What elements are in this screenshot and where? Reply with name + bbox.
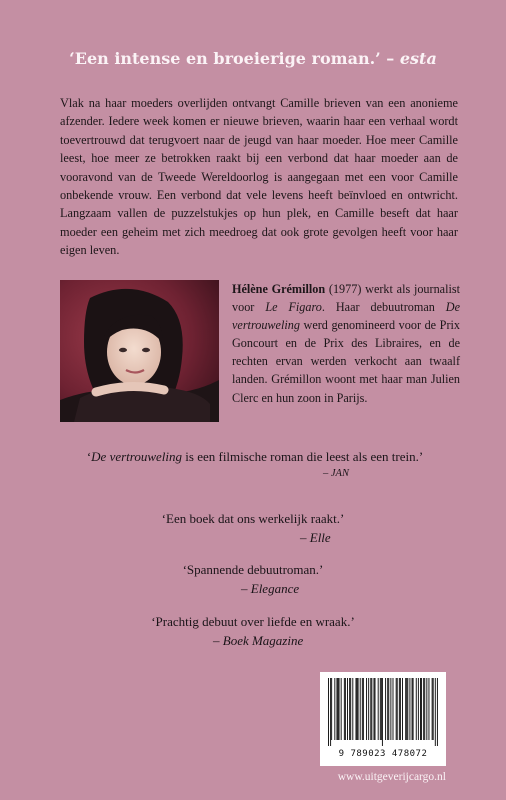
isbn-number: 9 789023 478072 [338,749,428,759]
barcode-bars [328,678,438,746]
author-bio [232,280,460,407]
tagline-dash: – [380,49,400,68]
barcode-bar [437,678,438,746]
review-quote-text [0,449,506,465]
review-source: – Boek Magazine [213,633,304,648]
barcode-bar [426,678,427,740]
review-quote-text: ‘Spannende debuutroman.’ [182,562,324,577]
barcode-bar [334,678,335,740]
barcode-bar [336,678,337,740]
barcode-bar [368,678,369,740]
barcode-bar [347,678,348,740]
barcode-bar [433,678,434,740]
barcode-bar [350,678,351,740]
review-quote-jan [0,449,506,479]
barcode-bar [366,678,367,740]
barcode-bar [373,678,374,740]
review-quote-text: ‘Een boek dat ons werkelijk raakt.’ [161,511,345,526]
barcode-bar [375,678,376,740]
barcode-bar [357,678,358,740]
isbn-barcode [320,672,446,766]
barcode-bar [423,678,424,740]
barcode-bar [362,678,363,740]
barcode-bar [338,678,339,740]
barcode-bar [435,678,436,746]
barcode-bar [420,678,421,740]
barcode-bar [380,678,381,740]
barcode-bar [396,678,397,740]
barcode-bar [428,678,429,740]
barcode-bar [412,678,413,740]
barcode-bar [432,678,433,740]
tagline-text: ‘Een intense en broeierige roman.’ [69,49,381,68]
bio-text-3: werd genomineerd voor de Prix Goncourt en de Prix des Libraires, en de rechten ervan werden verkocht aan twaalf landen. Grémillon woont met haar man Julien Clerc en hun zoon in Parijs. [232,318,460,405]
bio-book-title: De vertrouweling [232,300,461,333]
tagline-source: esta [399,49,437,68]
barcode-bar [397,678,398,740]
review-quote-elle [0,511,506,545]
barcode-bar [388,678,389,740]
author-portrait-image [60,280,219,422]
bio-text-1: (1977) werkt als journalist voor [232,282,460,315]
barcode-bar [356,678,357,740]
bio-paragraph [232,280,460,407]
bio-text-2: . Haar debuutroman [321,300,446,315]
review-source: – Elle [300,530,331,545]
publisher-website[interactable]: www.uitgeverijcargo.nl [337,771,446,783]
barcode-bar [370,678,371,740]
barcode-bar [371,678,372,740]
barcode-bar [358,678,359,740]
quote-book-title: De vertrouweling [91,449,183,464]
barcode-bar [393,678,394,740]
barcode-bar [406,678,407,740]
review-source: – Elegance [241,581,300,596]
barcode-bar [378,678,379,740]
review-source: – JAN [323,468,349,479]
barcode-bar [382,678,383,746]
barcode-bar [409,678,410,740]
barcode-bar [400,678,401,740]
review-quote-elegance [0,562,506,596]
barcode-bar [390,678,391,740]
barcode-bar [416,678,417,740]
barcode-bar [381,678,382,740]
barcode-bar [328,678,329,746]
barcode-bar [339,678,340,740]
barcode-bar [341,678,342,740]
barcode-bar [345,678,346,740]
barcode-bar [344,678,345,740]
barcode-bar [405,678,406,740]
barcode-bar [330,678,331,746]
barcode-bar [399,678,400,740]
review-quote-boek-magazine [0,614,506,648]
barcode-bar [385,678,386,740]
tagline-quote [0,49,506,68]
barcode-bar [352,678,353,740]
author-photo [60,280,219,422]
barcode-bar [424,678,425,740]
author-name: Hélène Grémillon [232,282,326,296]
barcode-bar [407,678,408,740]
barcode-bar [418,678,419,740]
bio-newspaper: Le Figaro [265,300,322,315]
synopsis [60,94,458,260]
barcode-bar [360,678,361,740]
barcode-bar [402,678,403,740]
barcode-bar [349,678,350,740]
barcode-bar [387,678,388,740]
synopsis-text: Vlak na haar moeders overlijden ontvangt Camille brieven van een anonieme afzender. Iedere week komen er nieuwe brieven, waarin haar een verhaal wordt toevertrouwd dat terugvoert naar de jeugd van haar moeder. Hoe meer Camille leest, hoe meer ze betrokken raakt bij een verbond dat haar moeder aan de vooravond van de Tweede Wereldoorlog is aangegaan met een voor Camille onbekende vrouw. Een verbond dat vele levens heeft beïnvloed en ontwricht. Langzaam vallen de puzzelstukjes op hun plek, en Camille beseft dat haar moeder een geheim met zich meedroeg dat ook grote gevolgen heeft voor haar eigen leven. [60,96,458,258]
barcode-bar [363,678,364,740]
review-quote-text: ‘Prachtig debuut over liefde en wraak.’ [151,614,355,629]
barcode-bar [421,678,422,740]
quote-body: is een filmische roman die leest als een trein.’ [182,449,424,464]
quote-open-mark: ‘ [86,449,92,464]
barcode-bar [331,678,332,740]
barcode-bar [413,678,414,740]
